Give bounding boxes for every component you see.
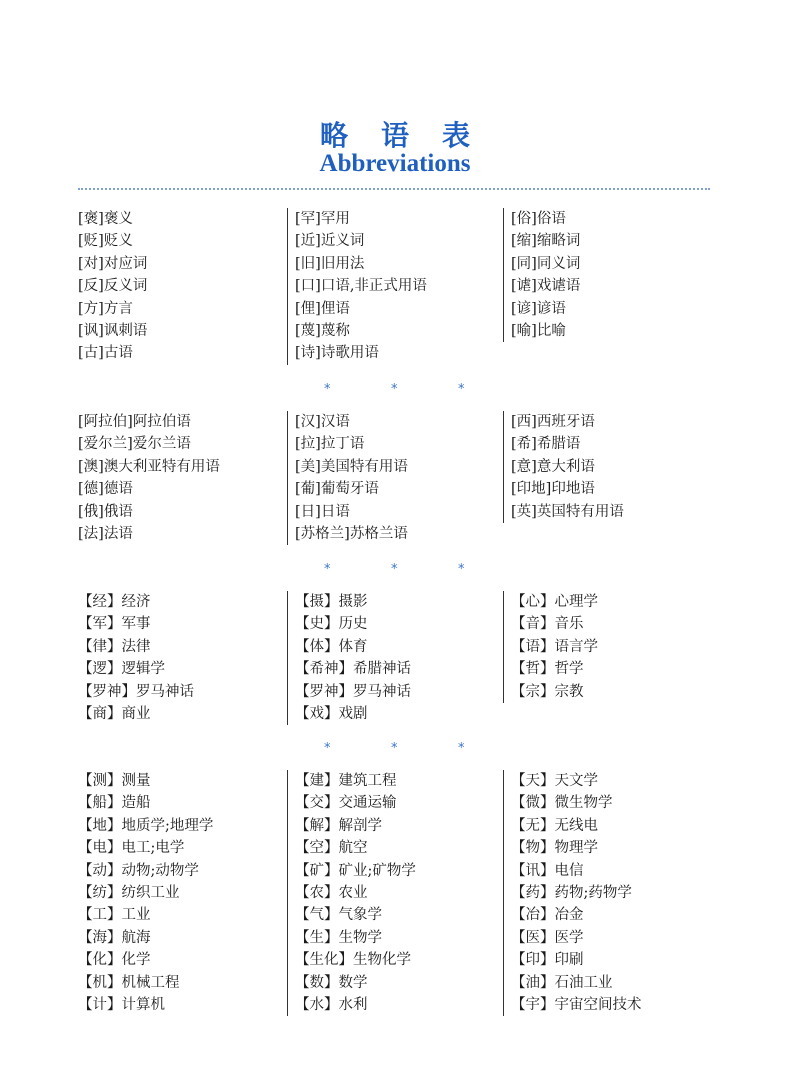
list-item: 【戏】戏剧 <box>295 705 368 722</box>
list-item: 【体】体育 <box>295 638 368 655</box>
list-item: 【计】计算机 <box>78 996 165 1013</box>
column-3 <box>503 411 721 523</box>
list-item: 【微】微生物学 <box>511 795 613 812</box>
column-1 <box>78 411 284 545</box>
list-item: [口]口语,非正式用语 <box>295 278 427 295</box>
list-item: [美]美国特有用语 <box>295 458 408 475</box>
column-2 <box>287 591 509 725</box>
list-item: 【动】动物;动物学 <box>78 862 199 879</box>
list-item: [希]希腊语 <box>511 436 581 453</box>
list-item: 【解】解剖学 <box>295 817 382 834</box>
title-divider <box>78 188 710 190</box>
list-item: 【电】电工;电学 <box>78 840 185 857</box>
list-item: [贬]贬义 <box>78 233 133 250</box>
list-item: [旧]旧用法 <box>295 255 365 272</box>
list-item: 【机】机械工程 <box>78 974 180 991</box>
column-3 <box>503 208 721 342</box>
column-1 <box>78 208 284 365</box>
list-item: 【测】测量 <box>78 773 151 789</box>
divider-star: * <box>458 562 465 577</box>
divider-star: * <box>458 382 465 397</box>
list-item: 【海】航海 <box>78 929 151 946</box>
list-item: 【交】交通运输 <box>295 795 397 812</box>
list-item: 【军】军事 <box>78 616 151 633</box>
page-title-english: Abbreviations <box>319 150 471 177</box>
list-item: 【语】语言学 <box>511 638 598 655</box>
list-item: 【律】法律 <box>78 638 151 655</box>
list-item: 【纺】纺织工业 <box>78 884 180 901</box>
list-item: [爱尔兰]爱尔兰语 <box>78 436 191 453</box>
list-item: [俄]俄语 <box>78 503 133 520</box>
list-item: 【水】水利 <box>295 996 368 1013</box>
list-item: 【天】天文学 <box>511 773 598 789</box>
list-item: [英]英国特有用语 <box>511 503 624 520</box>
section-divider <box>0 562 790 576</box>
divider-star: * <box>324 741 331 756</box>
list-item: 【船】造船 <box>78 795 151 812</box>
list-item: 【气】气象学 <box>295 907 382 924</box>
list-item: 【矿】矿业;矿物学 <box>295 862 416 879</box>
list-item: [喻]比喻 <box>511 322 566 339</box>
list-item: 【希神】希腊神话 <box>295 661 411 678</box>
list-item: [西]西班牙语 <box>511 414 595 430</box>
list-item: [罕]罕用 <box>295 211 350 227</box>
list-item: 【生化】生物化学 <box>295 952 411 969</box>
list-item: [汉]汉语 <box>295 414 350 430</box>
list-item: 【罗神】罗马神话 <box>78 683 194 700</box>
list-item: 【讯】电信 <box>511 862 584 879</box>
list-item: [葡]葡萄牙语 <box>295 481 379 498</box>
list-item: [蔑]蔑称 <box>295 322 350 339</box>
list-item: 【宇】宇宙空间技术 <box>511 996 642 1013</box>
list-item: [法]法语 <box>78 525 133 542</box>
list-item: [缩]缩略词 <box>511 233 581 250</box>
list-item: [谑]戏谑语 <box>511 278 581 295</box>
list-item: [苏格兰]苏格兰语 <box>295 525 408 542</box>
list-item: 【商】商业 <box>78 705 151 722</box>
list-item: [德]德语 <box>78 481 133 498</box>
column-2 <box>287 208 509 365</box>
column-3 <box>503 591 721 703</box>
list-item: 【音】音乐 <box>511 616 584 633</box>
list-item: [澳]澳大利亚特有用语 <box>78 458 220 475</box>
list-item: 【哲】哲学 <box>511 661 584 678</box>
section-divider <box>0 741 790 755</box>
list-item: 【医】医学 <box>511 929 584 946</box>
list-item: [诗]诗歌用语 <box>295 345 379 362</box>
divider-star: * <box>391 741 398 756</box>
column-3 <box>503 770 721 1016</box>
list-item: [方]方言 <box>78 300 133 317</box>
list-item: 【心】心理学 <box>511 594 598 610</box>
list-item: [褒]褒义 <box>78 211 133 227</box>
column-2 <box>287 770 509 1016</box>
divider-star: * <box>324 382 331 397</box>
list-item: 【工】工业 <box>78 907 151 924</box>
list-item: 【物】物理学 <box>511 840 598 857</box>
list-item: 【生】生物学 <box>295 929 382 946</box>
list-item: 【冶】冶金 <box>511 907 584 924</box>
column-2 <box>287 411 509 545</box>
list-item: [阿拉伯]阿拉伯语 <box>78 414 191 430</box>
section-divider <box>0 382 790 396</box>
list-item: 【地】地质学;地理学 <box>78 817 214 834</box>
list-item: [近]近义词 <box>295 233 365 250</box>
list-item: 【建】建筑工程 <box>295 773 397 789</box>
list-item: [谚]谚语 <box>511 300 566 317</box>
divider-star: * <box>391 562 398 577</box>
list-item: 【宗】宗教 <box>511 683 584 700</box>
list-item: 【油】石油工业 <box>511 974 613 991</box>
list-item: 【药】药物;药物学 <box>511 884 632 901</box>
list-item: [对]对应词 <box>78 255 148 272</box>
column-1 <box>78 591 284 725</box>
list-item: 【史】历史 <box>295 616 368 633</box>
divider-star: * <box>391 382 398 397</box>
list-item: [古]古语 <box>78 345 133 362</box>
list-item: [俗]俗语 <box>511 211 566 227</box>
list-item: 【空】航空 <box>295 840 368 857</box>
list-item: 【农】农业 <box>295 884 368 901</box>
divider-star: * <box>324 562 331 577</box>
list-item: 【印】印刷 <box>511 952 584 969</box>
list-item: [俚]俚语 <box>295 300 350 317</box>
divider-star: * <box>458 741 465 756</box>
list-item: [意]意大利语 <box>511 458 595 475</box>
column-1 <box>78 770 284 1016</box>
list-item: 【无】无线电 <box>511 817 598 834</box>
list-item: 【数】数学 <box>295 974 368 991</box>
list-item: 【罗神】罗马神话 <box>295 683 411 700</box>
list-item: 【摄】摄影 <box>295 594 368 610</box>
list-item: [同]同义词 <box>511 255 581 272</box>
list-item: [拉]拉丁语 <box>295 436 365 453</box>
list-item: 【化】化学 <box>78 952 151 969</box>
page-title-chinese: 略语表 <box>319 119 503 152</box>
list-item: [讽]讽刺语 <box>78 322 148 339</box>
list-item: 【逻】逻辑学 <box>78 661 165 678</box>
list-item: [印地]印地语 <box>511 481 595 498</box>
list-item: 【经】经济 <box>78 594 151 610</box>
list-item: [日]日语 <box>295 503 350 520</box>
list-item: [反]反义词 <box>78 278 148 295</box>
